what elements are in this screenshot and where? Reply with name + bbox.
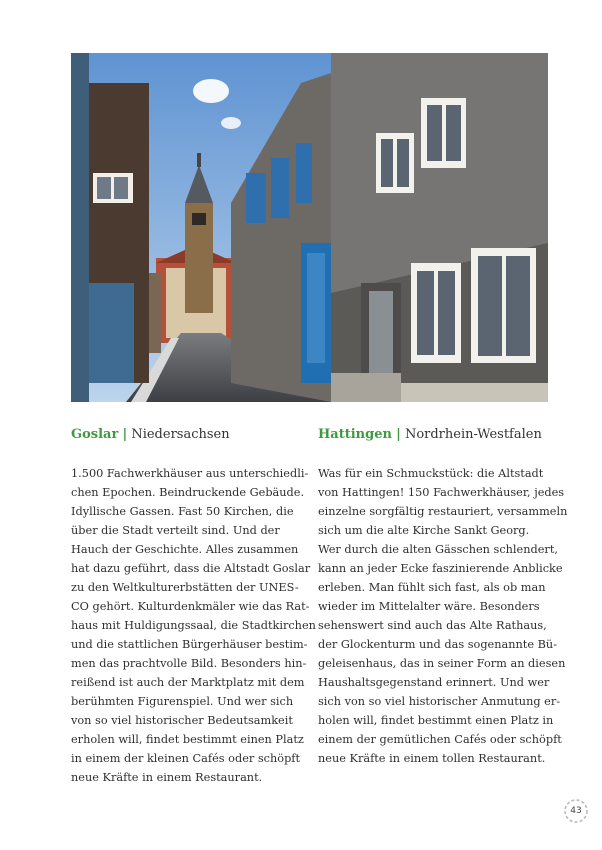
text-line: von Hattingen! 150 Fachwerkhäuser, jedes	[318, 486, 565, 499]
text-line: Haushaltsgegenstand erinnert. Und wer	[318, 676, 550, 689]
text-line: und die stattlichen Bürgerhäuser bestim-	[71, 638, 308, 651]
article-heading	[318, 426, 550, 444]
city-name: Goslar	[71, 427, 119, 442]
text-line: sich von so viel historischer Anmutung er-	[318, 695, 561, 708]
city-name: Hattingen	[318, 427, 392, 442]
text-line: geleisenhaus, das in seiner Form an diesen	[318, 657, 566, 670]
text-line: erholen will, findet bestimmt einen Platz	[71, 733, 304, 746]
region-name: Niedersachsen	[131, 427, 230, 442]
text-line: haus mit Huldigungssaal, die Stadtkirchen	[71, 619, 316, 632]
heading-separator: |	[396, 427, 401, 442]
half-timbered-street-photo	[71, 53, 548, 402]
text-line: hat dazu geführt, dass die Altstadt Goslar	[71, 562, 311, 575]
text-line: Idyllische Gassen. Fast 50 Kirchen, die	[71, 505, 294, 518]
text-line: kann an jeder Ecke faszinierende Anblicke	[318, 562, 563, 575]
page-number: 43	[570, 806, 582, 816]
text-line: sehenswert sind auch das Alte Rathaus,	[318, 619, 547, 632]
text-line: neue Kräfte in einem tollen Restaurant.	[318, 752, 546, 765]
text-line: sich um die alte Kirche Sankt Georg.	[318, 524, 530, 537]
text-line: berühmten Figurenspiel. Und wer sich	[71, 695, 294, 708]
text-line: Was für ein Schmuckstück: die Altstadt	[318, 467, 544, 480]
text-line: erleben. Man fühlt sich fast, als ob man	[318, 581, 546, 594]
text-line: in einem der kleinen Cafés oder schöpft	[71, 752, 301, 765]
street-photo	[71, 53, 548, 402]
text-line: Wer durch die alten Gässchen schlendert,	[318, 543, 558, 556]
article-heading	[71, 426, 303, 444]
text-line: holen will, findet bestimmt einen Platz in	[318, 714, 554, 727]
text-line: wieder im Mittelalter wäre. Besonders	[318, 600, 540, 613]
region-name: Nordrhein-Westfalen	[404, 427, 542, 442]
text-line: über die Stadt verteilt sind. Und der	[71, 524, 280, 537]
article-goslar	[71, 426, 316, 787]
text-line: neue Kräfte in einem Restaurant.	[71, 771, 263, 784]
page-number-badge	[563, 798, 589, 824]
article-hattingen	[318, 426, 568, 768]
text-line: reißend ist auch der Marktplatz mit dem	[71, 676, 305, 689]
text-line: 1.500 Fachwerkhäuser aus unterschiedli-	[71, 467, 309, 480]
text-line: men das prachtvolle Bild. Besonders hin-	[71, 657, 307, 670]
text-line: zu den Weltkulturerbstätten der UNES-	[71, 581, 299, 594]
heading-separator: |	[122, 427, 128, 442]
text-line: einem der gemütlichen Cafés oder schöpft	[318, 733, 562, 746]
text-line: CO gehört. Kulturdenkmäler wie das Rat-	[71, 600, 310, 613]
article-body	[71, 464, 316, 787]
text-line: chen Epochen. Beindruckende Gebäude.	[71, 486, 305, 499]
article-body	[318, 464, 568, 768]
text-line: der Glockenturm und das sogenannte Bü-	[318, 638, 558, 651]
text-line: von so viel historischer Bedeutsamkeit	[71, 714, 293, 727]
text-line: Hauch der Geschichte. Alles zusammen	[71, 543, 299, 556]
text-line: einzelne sorgfältig restauriert, versammeln	[318, 505, 568, 518]
